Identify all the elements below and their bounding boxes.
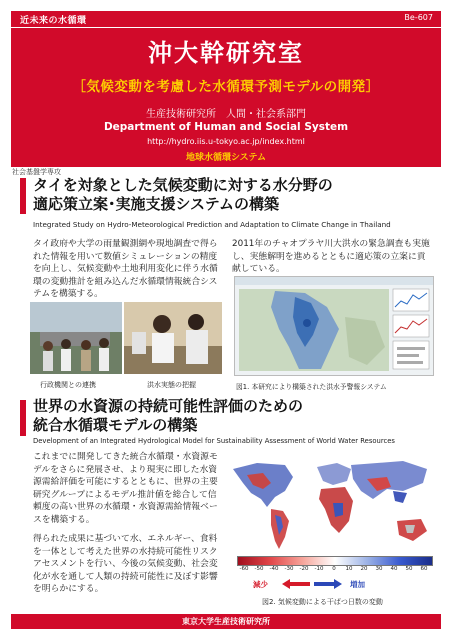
section2-title-line2: 統合水循環モデルの構築 xyxy=(33,416,198,434)
legend-tick-label: -30 xyxy=(284,566,294,572)
legend-tick-label: 20 xyxy=(360,566,368,572)
legend-tick-label: -10 xyxy=(314,566,324,572)
section1-title xyxy=(33,176,333,214)
flood-warning-system-figure xyxy=(234,276,434,376)
section2-title-line1: 世界の水資源の持続可能性評価のための xyxy=(33,397,304,415)
poster-code: Be-607 xyxy=(404,13,433,22)
research-theme: ［気候変動を考慮した水循環予測モデルの開発］ xyxy=(72,79,380,95)
legend-tick-label: -40 xyxy=(269,566,279,572)
lab-name: 沖大幹研究室 xyxy=(148,39,304,67)
decrease-label: 減少 xyxy=(253,580,268,589)
legend-ticks xyxy=(237,566,431,575)
increase-label: 増加 xyxy=(350,580,365,589)
section1-text-left: タイ政府や大学の雨量観測網や現地調査で得られた情報を用いて数値シミュレーションの精度を向上し、気候変動や土地利用変化に伴う水循環の変動推計を組み込んだ水循環情報統合システムを構築する。 xyxy=(33,239,218,300)
section1-title-line2: 適応策立案･実施支援システムの構築 xyxy=(33,195,280,213)
system-name: 地球水循環システム xyxy=(185,153,267,163)
figure1-caption: 図1. 本研究により構築された洪水予警報システム xyxy=(236,383,387,391)
legend-tick-label: 60 xyxy=(420,566,428,572)
photo-admin-meeting xyxy=(30,302,122,374)
header-divider xyxy=(11,27,441,28)
legend-tick-label: -20 xyxy=(299,566,309,572)
legend-tick-label: 10 xyxy=(345,566,353,572)
legend-tick-label: 30 xyxy=(375,566,383,572)
section2-accent-bar xyxy=(20,400,26,436)
section2-title xyxy=(33,397,303,435)
figure2-caption: 図2. 気候変動による干ばつ日数の変動 xyxy=(262,598,383,606)
institute-name: 生産技術研究所 人間・社会系部門 xyxy=(146,109,306,120)
section2-subtitle: Development of an Integrated Hydrological Model for Sustainability Assessment of World Water Resources xyxy=(33,437,395,445)
decrease-increase-arrows xyxy=(280,579,344,589)
legend-tick-label: -50 xyxy=(254,566,264,572)
section2-text-2: 得られた成果に基づいて水、エネルギー、食料を一体として考えた世界の水持続可能性リスクアセスメントを行い、今後の気候変動、社会変化が水を通して人類の持続可能性に及ぼす影響を明らかにする。 xyxy=(33,534,218,595)
footer-bar xyxy=(11,614,441,629)
legend-tick-label: 0 xyxy=(332,566,336,572)
world-drought-map xyxy=(227,455,439,555)
legend-tick-label: 50 xyxy=(405,566,413,572)
photo1-caption: 行政機関との連携 xyxy=(40,381,96,389)
header-banner xyxy=(11,11,441,167)
major-label: 社会基盤学専攻 xyxy=(12,168,61,176)
section1-subtitle: Integrated Study on Hydro-Meteorological Prediction and Adaptation to Climate Change in Thailand xyxy=(33,220,391,229)
lab-url[interactable]: http://hydro.iis.u-tokyo.ac.jp/index.html xyxy=(147,137,305,146)
section1-title-line1: タイを対象とした気候変動に対する水分野の xyxy=(33,176,333,194)
photo-flood-survey xyxy=(124,302,222,374)
legend-tick-label: -60 xyxy=(239,566,249,572)
section1-accent-bar xyxy=(20,178,26,214)
legend-tick-label: 40 xyxy=(390,566,398,572)
footer-institution: 東京大学生産技術研究所 xyxy=(182,617,270,626)
legend-colorbar xyxy=(237,556,433,566)
photo2-caption: 洪水実態の把握 xyxy=(147,381,196,389)
department-name: Department of Human and Social System xyxy=(103,121,349,133)
header-topbar xyxy=(11,11,441,26)
series-label: 近未来の水循環 xyxy=(20,16,87,26)
section2-text-1: これまでに開発してきた統合水循環・水資源モデルをさらに発展させ、より現実に即した水資源需給評価を可能にするとともに、世界の主要研究グループによるモデル推計値を総合して信頼度の高い世界の水循環・水資源需給情報ベースを構築する。 xyxy=(33,452,218,525)
section1-text-right: 2011年のチャオプラヤ川大洪水の緊急調査も実施し、実態解明を進めるとともに適応策の立案に貢献している。 xyxy=(232,239,430,275)
